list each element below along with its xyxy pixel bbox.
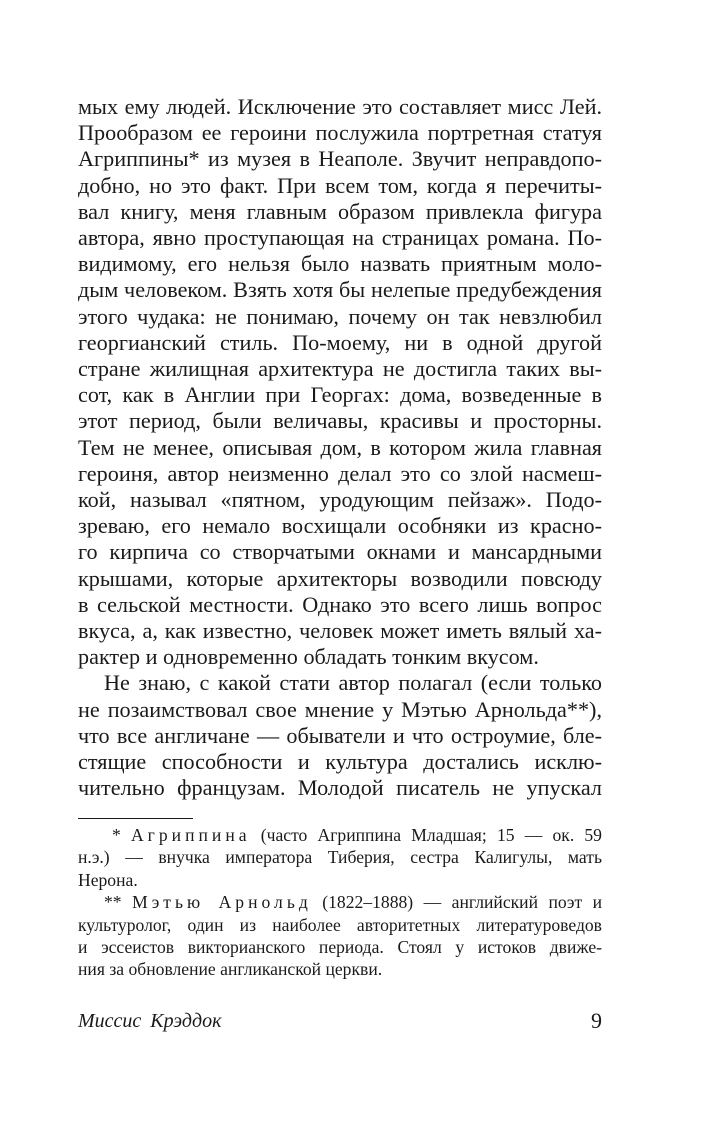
text-line: видимому, его нельзя было назвать приятным моло- (78, 251, 602, 277)
running-title: Миссис Крэддок (78, 1010, 222, 1032)
footnote-2-line: культуролог, один из наиболее авторитетных литературоведов (78, 914, 602, 935)
text-line: зреваю, его немало восхищали особняки из красно- (78, 513, 602, 539)
footnote-term: Мэтью Арнольд (132, 892, 312, 913)
text-line: кой, называл «пятном, уродующим пейзаж». Подо- (78, 487, 602, 513)
footnote-marker: * (112, 825, 131, 845)
text-line: Агриппины* из музея в Неаполе. Звучит неправдопо- (78, 146, 602, 172)
footnote-term: Агриппина (130, 825, 251, 845)
footnote-1-line: н.э.) — внучка императора Тиберия, сестра Калигулы, мать (78, 847, 602, 868)
footnote-text: (1822–1888) — английский поэт и (311, 892, 603, 913)
text-line: героиня, автор неизменно делал это со злой насмеш- (78, 460, 602, 486)
footnote-text: (часто Агриппина Младшая; 15 — ок. 59 (250, 825, 602, 845)
page-number: 9 (591, 1008, 602, 1033)
footnote-1-line (78, 824, 602, 846)
footnote-divider (78, 818, 193, 819)
text-line: дым человеком. Взять хотя бы нелепые предубеждения (78, 277, 602, 303)
text-line: крышами, которые архитекторы возводили повсюду (78, 565, 602, 591)
text-line: мых ему людей. Исключение это составляет мисс Лей. (78, 94, 602, 119)
footnote-1-line: Нерона. (78, 869, 138, 890)
text-line: рактер и одновременно обладать тонким вкусом. (78, 644, 539, 670)
text-line: Прообразом ее героини послужила портретная статуя (78, 120, 602, 146)
text-line: автора, явно проступающая на страницах романа. По- (78, 225, 602, 251)
text-line: что все англичане — обыватели и что остроумие, бле- (78, 722, 602, 748)
text-line: сот, как в Англии при Георгах: дома, возведенные в (78, 382, 602, 408)
footnote-marker: ** (104, 892, 133, 913)
text-line: вкуса, а, как известно, человек может иметь вялый ха- (78, 618, 602, 644)
text-line: стящие способности и культура достались исклю- (78, 749, 602, 775)
main-text (78, 94, 602, 801)
text-line: этот период, были величавы, красивы и просторны. (78, 408, 602, 434)
footnote-2-line (78, 891, 602, 913)
footnote-2-line: ния за обновление англиканской церкви. (78, 959, 383, 980)
text-line: чительно французам. Молодой писатель не упускал (78, 775, 602, 801)
text-line: добно, но это факт. При всем том, когда я перечиты- (78, 172, 602, 198)
text-line: георгианский стиль. По-моему, ни в одной другой (78, 329, 602, 355)
text-line: Тем не менее, описывая дом, в котором жила главная (78, 434, 602, 460)
text-line: не позаимствовал свое мнение у Мэтью Арнольда**), (78, 696, 602, 722)
footnote-2-line: и эссеистов викторианского периода. Стоял у истоков движе- (78, 937, 602, 958)
text-line: в сельской местности. Однако это всего лишь вопрос (78, 591, 602, 617)
text-line: этого чудака: не понимаю, почему он так невзлюбил (78, 303, 602, 329)
text-line: го кирпича со створчатыми окнами и мансардными (78, 539, 602, 565)
text-line: Не знаю, с какой стати автор полагал (если только (104, 670, 602, 696)
text-line: стране жилищная архитектура не достигла таких вы- (78, 356, 602, 382)
footnotes (78, 824, 602, 981)
text-line: вал книгу, меня главным образом привлекла фигура (78, 198, 602, 224)
